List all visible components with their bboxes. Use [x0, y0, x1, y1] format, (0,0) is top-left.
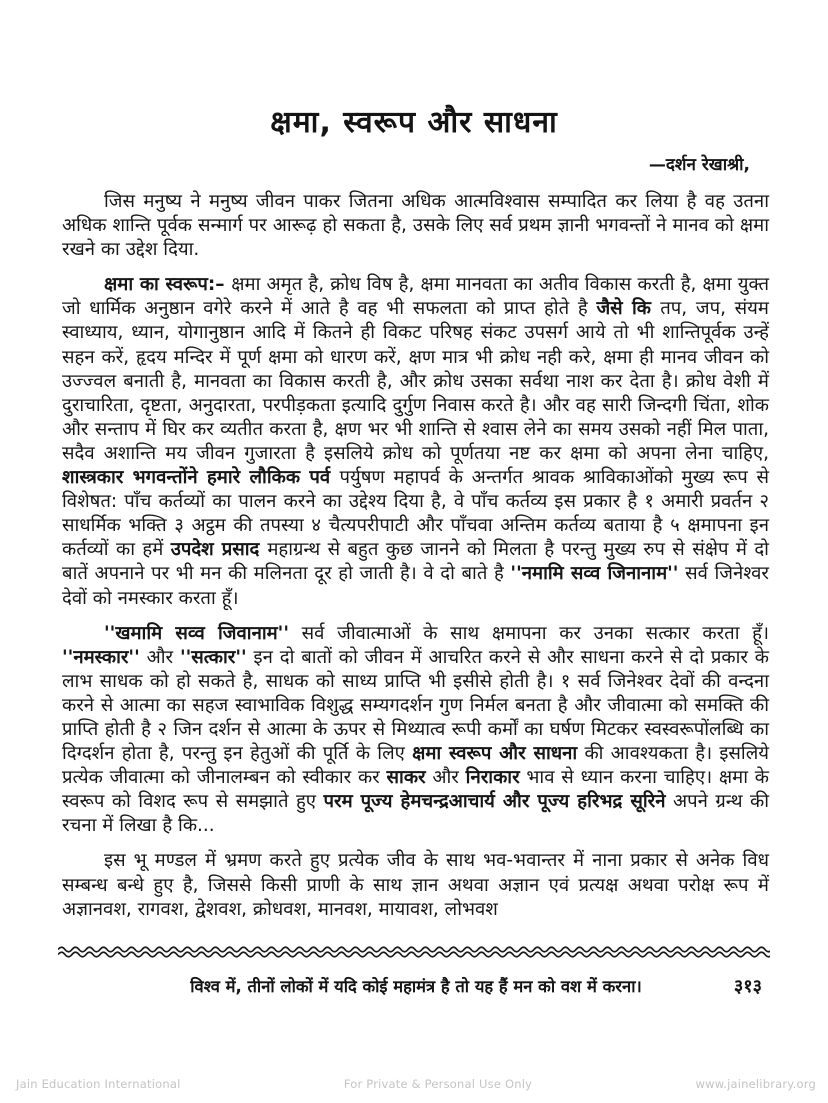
bottom-bar-center: For Private & Personal Use Only	[343, 1077, 533, 1091]
bottom-bar-right: www.jainelibrary.org	[695, 1077, 816, 1091]
footer-quote: विश्व में, तीनों लोकों में यदि कोई महामंत्र है तो यह हैं मन को वश में करना।	[190, 977, 642, 996]
paragraph: इस भू मण्डल में भ्रमण करते हुए प्रत्येक जीव के साथ भव-भवान्तर में नाना प्रकार से अनेक विध सम्बन्ध बन्धे हुए है, जिससे किसी प्राणी के साथ ज्ञान अथवा अज्ञान एवं प्रत्यक्ष अथवा परोक्ष रूप में अज्ञानवश, रागवश, द्वेशवश, क्रोधवश, मानवश, मायावश, लोभवश	[62, 850, 769, 920]
paragraph: जिस मनुष्य ने मनुष्य जीवन पाकर जितना अधिक आत्मविश्वास सम्पादित कर लिया है वह उतना अधिक शान्ति पूर्वक सन्मार्ग पर आरूढ़ हो सकता है, उसके लिए सर्व प्रथम ज्ञानी भगवन्तों ने मानव को क्षमा रखने का उद्देश दिया.	[62, 191, 769, 261]
wavy-divider	[58, 944, 770, 962]
page-number: ३१३	[733, 976, 762, 997]
page-title: क्षमा, स्वरूप और साधना	[270, 105, 558, 140]
paragraph: ''खमामि सव्व जिवानाम'' सर्व जीवात्माओं के साथ क्षमापना कर उनका सत्कार करता हूँ। ''नमस्कार'' और ''सत्कार'' इन दो बातों को जीवन में आचरित करने से और साधना करने से दो प्रकार के लाभ साधक को हो सकते है, साधक को साध्य प्राप्ति भी इसीसे होती है। १ सर्व जिनेश्वर देवों की वन्दना करने से आत्मा का सहज स्वाभाविक विशुद्ध सम्यगदर्शन गुण निर्मल बनता है और जीवात्मा को समक्ति की प्राप्ति होती है २ जिन दर्शन से आत्मा के ऊपर से मिथ्यात्व रूपी कर्मों का घर्षण मिटकर स्वस्वरूपोंलब्धि का दिग्दर्शन होता है, परन्तु इन हेतुओं की पूर्ति के लिए क्षमा स्वरूप और साधना की आवश्यकता है। इसलिये प्रत्येक जीवात्मा को जीनालम्बन को स्वीकार कर साकर और निराकार भाव से ध्यान करना चाहिए। क्षमा के स्वरूप को विशद रूप से समझाते हुए परम पूज्य हेमचन्द्रआचार्य और पूज्य हरिभद्र सूरिने अपने ग्रन्थ की रचना में लिखा है कि...	[62, 622, 769, 837]
footer-line	[62, 974, 770, 997]
body-text	[62, 190, 769, 933]
bottom-bar-left: Jain Education International	[16, 1077, 181, 1091]
byline: —दर्शन रेखाश्री,	[648, 155, 750, 175]
paragraph: क्षमा का स्वरूप:– क्षमा अमृत है, क्रोध विष है, क्षमा मानवता का अतीव विकास करती है, क्षमा युक्त जो धार्मिक अनुष्ठान वगेरे करने में आते है वह भी सफलता को प्राप्त होते है जैसे कि तप, जप, संयम स्वाध्याय, ध्यान, योगानुष्ठान आदि में कितने ही विकट परिषह संकट उपसर्ग आये तो भी शान्तिपूर्वक उन्हें सहन करें, हृदय मन्दिर में पूर्ण क्षमा को धारण करें, क्षण मात्र भी क्रोध नही करे, क्षमा ही मानव जीवन को उज्ज्वल बनाती है, मानवता का विकास करती है, और क्रोध उसका सर्वथा नाश कर देता है। क्रोध वेशी में दुराचारिता, दृष्टता, अनुदारता, परपीड़कता इत्यादि दुर्गुण निवास करते है। और वह सारी जिन्दगी चिंता, शोक और सन्ताप में घिर कर व्यतीत करता है, क्षण भर भी शान्ति से श्वास लेने का समय उसको नहीं मिल पाता, सदैव अशान्ति मय जीवन गुजारता है इसलिये क्रोध को पूर्णतया नष्ट कर क्षमा को अपना लेना चाहिए, शास्त्रकार भगवन्तोंने हमारे लौकिक पर्व पर्युषण महापर्व के अन्तर्गत श्रावक श्राविकाओंको मुख्य रूप से विशेषत: पाँच कर्तव्यों का पालन करने का उद्देश्य दिया है, वे पाँच कर्तव्य इस प्रकार है १ अमारी प्रवर्तन २ साधर्मिक भक्ति ३ अट्ठम की तपस्या ४ चैत्यपरीपाटी और पाँचवा अन्तिम कर्तव्य बताया है ५ क्षमापना इन कर्तव्यों का हमें उपदेश प्रसाद महाग्रन्थ से बहुत कुछ जानने को मिलता है परन्तु मुख्य रुप से संक्षेप में दो बातें अपनाने पर भी मन की मलिनता दूर हो जाती है। वे दो बाते है ''नमामि सव्व जिनानाम'' सर्व जिनेश्वर देवों को नमस्कार करता हूँ।	[62, 274, 770, 609]
wavy-divider-line	[58, 944, 770, 962]
bottom-bar	[16, 1077, 816, 1091]
